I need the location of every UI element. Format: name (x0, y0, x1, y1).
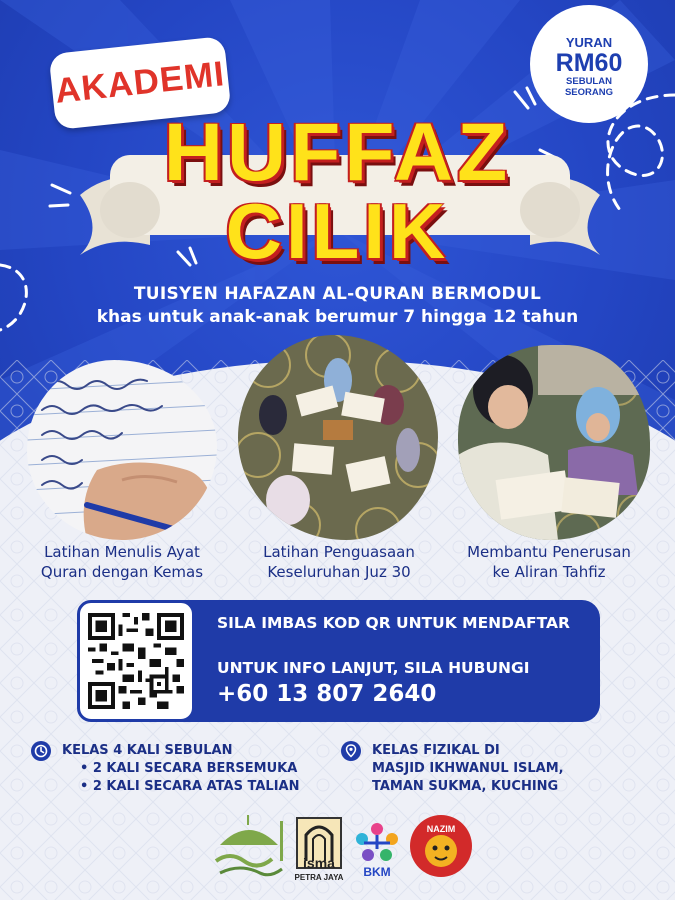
location-line2: MASJID IKHWANUL ISLAM, (372, 761, 564, 776)
fee-unit-line2: SEORANG (564, 86, 614, 98)
schedule-item-2: • 2 KALI SECARA ATAS TALIAN (80, 779, 300, 794)
location-pin-icon (341, 741, 361, 761)
feature-1-line2: Quran dengan Kemas (40, 563, 204, 581)
location-line1: KELAS FIZIKAL DI (372, 743, 500, 758)
schedule-item-1: • 2 KALI SECARA BERSEMUKA (80, 761, 298, 776)
feature-2-line2: Keseluruhan Juz 30 (267, 563, 411, 581)
registration-qr-code[interactable] (77, 600, 195, 722)
title-line2: CILIK (225, 187, 450, 275)
subtitle-line2: khas untuk anak-anak berumur 7 hingga 12 tahun (96, 307, 579, 327)
subtitle-line1: TUISYEN HAFAZAN AL-QURAN BERMODUL (133, 284, 542, 304)
feature-caption-2 (234, 542, 444, 582)
feature-caption-3 (444, 542, 654, 582)
fee-label: YURAN (565, 34, 613, 50)
feature-2-line1: Latihan Penguasaan (263, 543, 415, 561)
feature-3-line1: Membantu Penerusan (467, 543, 631, 561)
feature-1-line1: Latihan Menulis Ayat (44, 543, 200, 561)
sponsor-logos (210, 815, 480, 887)
feature-caption-1 (17, 542, 227, 582)
schedule-heading: KELAS 4 KALI SEBULAN (62, 743, 233, 758)
fee-unit-line1: SEBULAN (566, 75, 612, 87)
isma-sublabel: PETRA JAYA (294, 873, 344, 882)
photo-writing-quran (27, 360, 217, 540)
fee-amount: RM60 (555, 48, 623, 77)
isma-label: isma (303, 855, 335, 871)
contact-phone[interactable]: +60 13 807 2640 (217, 681, 437, 707)
title-line1: HUFFAZ (163, 107, 512, 198)
scan-instruction: SILA IMBAS KOD QR UNTUK MENDAFTAR (217, 614, 570, 632)
contact-instruction: UNTUK INFO LANJUT, SILA HUBUNGI (217, 659, 530, 677)
location-info (372, 742, 564, 796)
location-line3: TAMAN SUKMA, KUCHING (372, 779, 559, 794)
nazim-label: NAZIM (426, 824, 456, 834)
bkm-label: BKM (363, 865, 391, 879)
akademi-label: AKADEMI (53, 54, 227, 111)
photo-teacher-student (458, 345, 650, 540)
photo-children-reading (238, 335, 438, 540)
bkm-logo-icon (350, 819, 404, 865)
feature-3-line2: ke Aliran Tahfiz (492, 563, 606, 581)
schedule-info (62, 742, 299, 796)
clock-icon (31, 741, 51, 761)
mosque-logo (210, 815, 288, 887)
qr-code-icon (88, 611, 184, 711)
